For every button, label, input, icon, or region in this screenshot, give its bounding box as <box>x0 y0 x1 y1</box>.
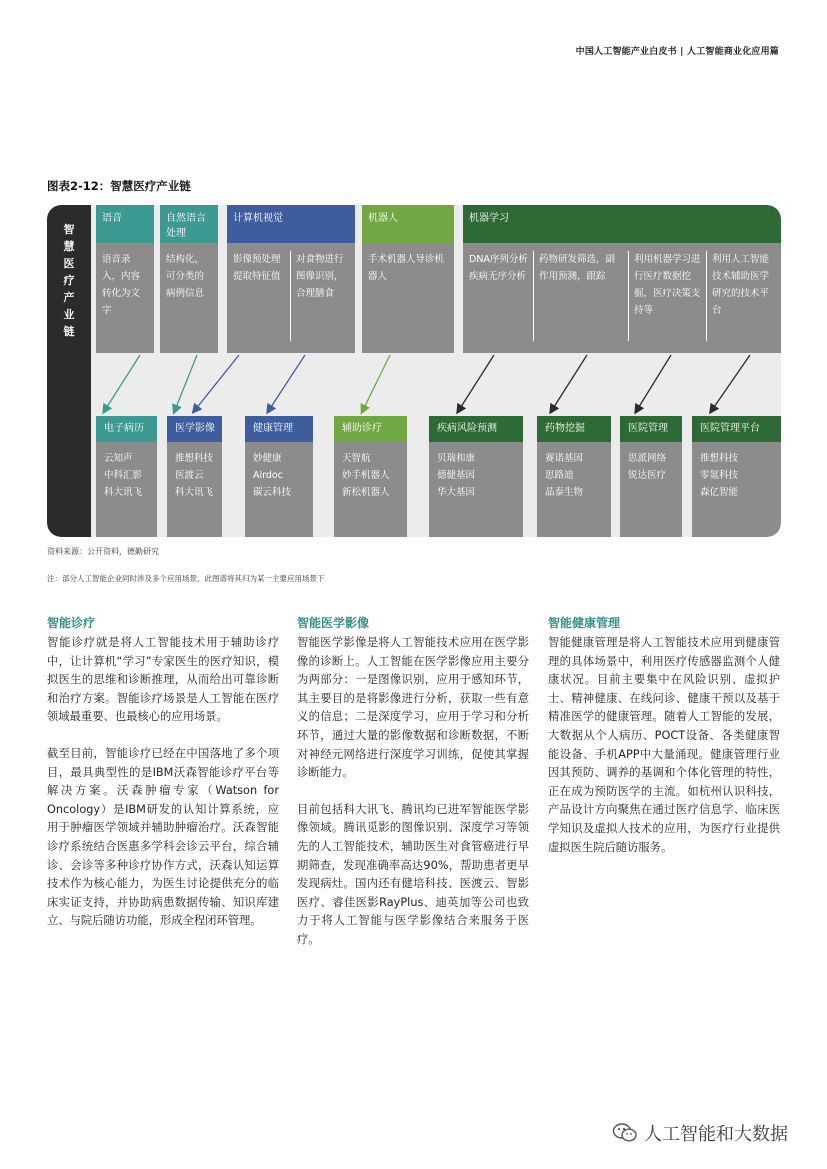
bottom-companies-risk <box>429 442 523 537</box>
company: 推想科技 <box>175 453 214 464</box>
arrow <box>269 355 305 410</box>
top-category-ml: 机器学习 <box>463 205 781 243</box>
bottom-companies-health <box>245 442 313 537</box>
bottom-companies-platform <box>692 442 781 537</box>
top-desc-cv-2: 对食物进行图像识别，合理膳食 <box>290 243 355 353</box>
company: 医渡云 <box>175 470 204 481</box>
column-smart-health <box>548 614 780 857</box>
column-smart-imaging <box>297 614 529 950</box>
company: 天智航 <box>342 453 371 464</box>
bottom-category-drug: 药物挖掘 <box>537 416 611 442</box>
source-note: 资料来源：公开资料，德勤研究 <box>47 547 159 556</box>
wechat-icon <box>612 1122 638 1144</box>
column-smart-diagnosis <box>47 614 279 931</box>
company: 科大讯飞 <box>175 487 214 498</box>
company: 零氪科技 <box>700 470 739 481</box>
company: Airdoc <box>253 470 283 481</box>
page-header: 中国人工智能产业白皮书 | 人工智能商业化应用篇 <box>575 47 779 57</box>
company: 思派网络 <box>628 453 667 464</box>
column-title: 智能诊疗 <box>47 616 96 630</box>
figure-title: 图表2-12：智慧医疗产业链 <box>47 179 191 193</box>
industry-chain-diagram <box>47 205 781 537</box>
paragraph: 智能医学影像是将人工智能技术应用在医学影像的诊断上。人工智能在医学影像应用主要分为两部分：一是图像识别，应用于感知环节，其主要目的是将影像进行分析，获取一些有意义的信息；二是深度学习，应用于学习和分析环节，通过大量的影像数据和诊断数据，不断对神经元网络进行深度学习训练，促使其掌握诊断能力。 <box>297 636 529 780</box>
column-title: 智能健康管理 <box>548 616 621 630</box>
arrow <box>105 355 140 410</box>
bottom-companies-assist <box>334 442 407 537</box>
paragraph: 目前包括科大讯飞、腾讯均已进军智能医学影像领域。腾讯觅影的图像识别、深度学习等领先的人工智能技术，辅助医生对食管癌进行早期筛查，发现准确率高达90%，帮助患者更早发现病灶。国内还有健培科技、医渡云、智影医疗、睿佳医影RayPlus、迪英加等公司也致力于将人工智能与医学影像结合来服务于医疗。 <box>297 802 529 946</box>
top-desc-cv-1: 影像预处理提取特征值 <box>227 243 290 353</box>
watermark-text: 人工智能和大数据 <box>644 1124 788 1145</box>
company: 晶泰生物 <box>545 487 584 498</box>
bottom-companies-imaging <box>167 442 222 537</box>
top-category-speech: 语音 <box>96 205 154 243</box>
top-category-robot: 机器人 <box>362 205 454 243</box>
company: 森亿智能 <box>700 487 739 498</box>
company: 碳云科技 <box>253 487 292 498</box>
side-label: 智慧医疗产业链 <box>63 223 75 338</box>
company: 妙手机器人 <box>342 470 390 481</box>
company: 思路迪 <box>545 470 574 481</box>
top-desc-speech: 语音录入，内容转化为文字 <box>96 243 154 353</box>
company: 推想科技 <box>700 453 739 464</box>
company: 锐达医疗 <box>628 470 667 481</box>
top-category-nlp: 自然语言处理 <box>160 205 218 243</box>
bottom-category-emr: 电子病历 <box>96 416 157 442</box>
top-desc-ml-2: 药物研发筛选，副作用预测，跟踪 <box>533 243 628 353</box>
top-desc-robot: 手术机器人导诊机器人 <box>362 243 454 353</box>
column-title: 智能医学影像 <box>297 616 370 630</box>
top-category-cv: 计算机视觉 <box>227 205 355 243</box>
arrow <box>459 355 494 410</box>
company: 德健基因 <box>437 470 476 481</box>
company: 贝瑞和康 <box>437 453 476 464</box>
bottom-category-platform: 医院管理平台 <box>692 416 781 442</box>
arrow <box>712 355 750 410</box>
paragraph: 智能诊疗就是将人工智能技术用于辅助诊疗中，让计算机“学习”专家医生的医疗知识，模拟医生的思维和诊断推理，从而给出可靠诊断和治疗方案。智能诊疗场景是人工智能在医疗领域最重要、也最核心的应用场景。 <box>47 636 279 724</box>
company: 云知声 <box>104 453 133 464</box>
top-desc-ml-3: 利用机器学习进行医疗数据挖掘，医疗决策支持等 <box>628 243 706 353</box>
bottom-category-hospital: 医院管理 <box>620 416 682 442</box>
bottom-companies-drug <box>537 442 611 537</box>
company: 赛诺基因 <box>545 453 584 464</box>
bottom-companies-emr <box>96 442 157 537</box>
bottom-companies-hospital <box>620 442 682 537</box>
footnote: 注：部分人工智能企业同时涉及多个应用场景，此图谱将其归为某一主要应用场景下 <box>47 574 325 583</box>
arrow <box>363 355 390 410</box>
company: 妙健康 <box>253 453 282 464</box>
bottom-category-imaging: 医学影像 <box>167 416 222 442</box>
bottom-category-health: 健康管理 <box>245 416 313 442</box>
paragraph: 截至目前，智能诊疗已经在中国落地了多个项目，最具典型性的是IBM沃森智能诊疗平台等解决方案。沃森肿瘤专家（Watson for Oncology）是IBM研发的认知计算系统，应用于肿瘤医学领域并辅助肿瘤治疗。沃森智能诊疗系统结合医惠多学科会诊云平台，综合辅诊、会诊等多种诊疗协作方式，沃森认知运算技术作为核心能力，为医生讨论提供充分的临床实证支持，并协助病患数据传输、知识库建立、与院后随访功能，形成全程闭环管理。 <box>47 746 279 928</box>
company: 新松机器人 <box>342 487 390 498</box>
bottom-category-risk: 疾病风险预测 <box>429 416 523 442</box>
arrow <box>637 355 671 410</box>
watermark <box>612 1120 788 1146</box>
bottom-category-assist: 辅助诊疗 <box>334 416 407 442</box>
company: 华大基因 <box>437 487 476 498</box>
arrow <box>175 355 197 410</box>
arrow <box>195 355 239 410</box>
company: 科大讯飞 <box>104 487 143 498</box>
top-desc-ml-4: 利用人工智能技术辅助医学研究的技术平台 <box>706 243 781 353</box>
top-desc-nlp: 结构化，可分类的病例信息 <box>160 243 218 353</box>
top-desc-ml-1: DNA序列分析 疾病无序分析 <box>463 243 533 353</box>
company: 中科汇影 <box>104 470 143 481</box>
paragraph: 智能健康管理是将人工智能技术应用到健康管理的具体场景中，利用医疗传感器监测个人健康状况。目前主要集中在风险识别、虚拟护士、精神健康、在线问诊、健康干预以及基于精准医学的健康管理。随着人工智能的发展，大数据从个人病历、POCT设备、各类健康智能设备、手机APP中大量涌现。健康管理行业因其预防、调养的基调和个体化管理的特性，正在成为预防医学的主流。如杭州认识科技，产品设计方向聚焦在通过医疗信息学、临床医学知识及虚拟人技术的应用，为医疗行业提供虚拟医生院后随访服务。 <box>548 636 780 854</box>
arrow <box>552 355 587 410</box>
